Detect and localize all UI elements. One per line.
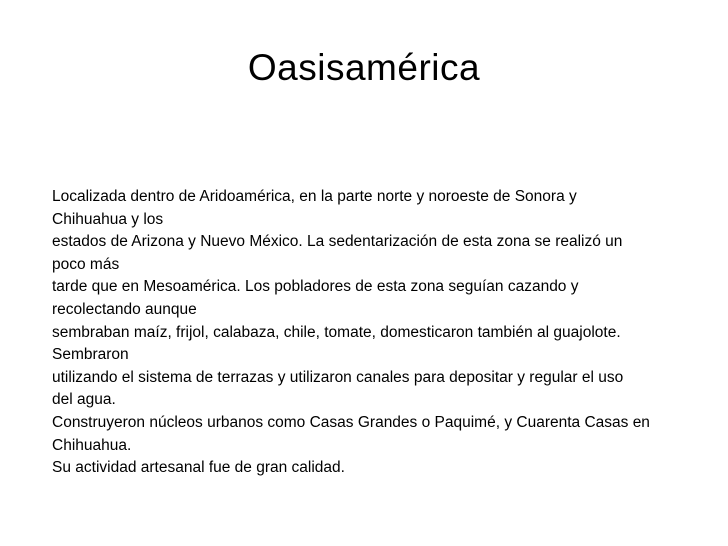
body-line: Chihuahua. — [52, 436, 132, 454]
body-line: Localizada dentro de Aridoamérica, en la parte norte y noroeste de Sonora y — [52, 188, 577, 205]
body-line: utilizando el sistema de terrazas y utilizaron canales para depositar y regular el uso — [52, 368, 624, 386]
body-line: Su actividad artesanal fue de gran calidad. — [52, 459, 345, 477]
body-line: estados de Arizona y Nuevo México. La sedentarización de esta zona se realizó un — [52, 233, 623, 251]
body-line: sembraban maíz, frijol, calabaza, chile, tomate, domesticaron también al guajolote. — [52, 323, 621, 341]
body-line: Construyeron núcleos urbanos como Casas Grandes o Paquimé, y Cuarenta Casas en — [52, 413, 650, 431]
body-line: tarde que en Mesoamérica. Los pobladores de esta zona seguían cazando y — [52, 278, 579, 296]
slide-title: Oasisamérica — [247, 47, 481, 88]
body-line: Sembraron — [52, 346, 129, 364]
body-line: poco más — [52, 255, 120, 273]
slide-body-text — [52, 186, 702, 480]
body-line: Chihuahua y los — [52, 210, 164, 228]
body-line: recolectando aunque — [52, 300, 197, 318]
body-line: del agua. — [52, 391, 116, 409]
